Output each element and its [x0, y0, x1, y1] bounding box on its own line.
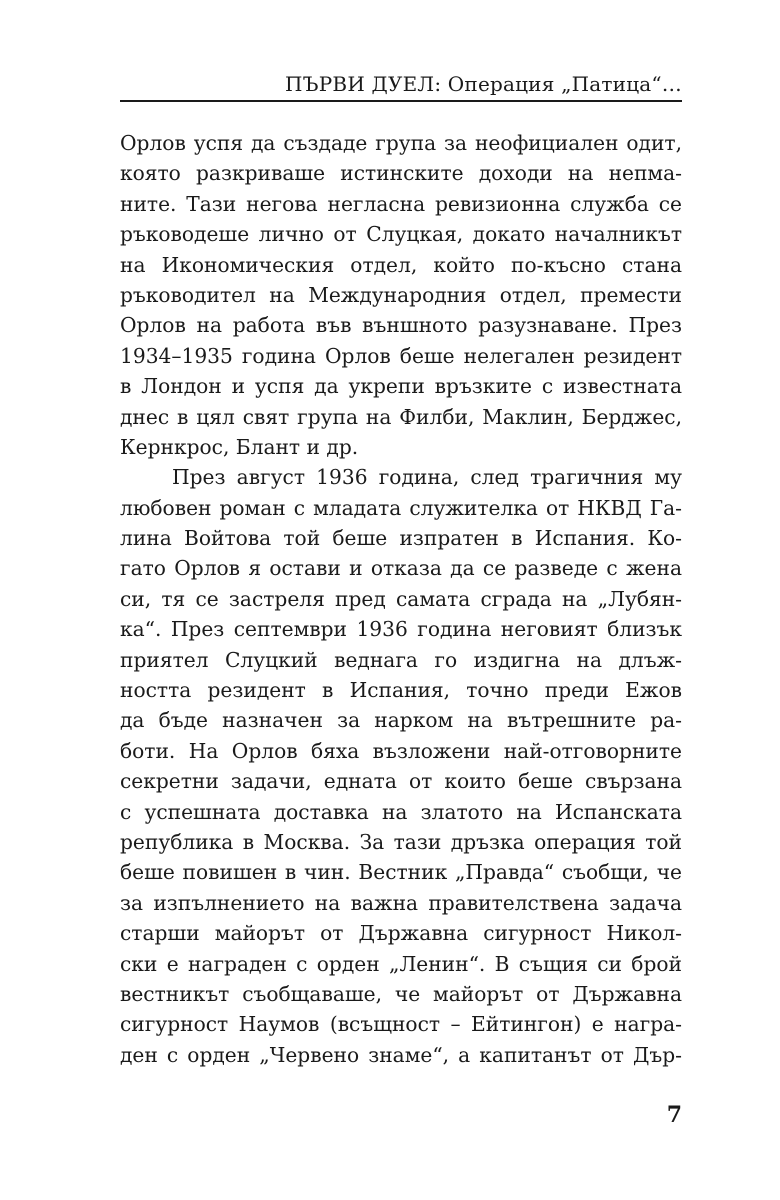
text-line: ните. Тази негова негласна ревизионна служба се: [120, 191, 682, 216]
text-line: лина Войтова той беше изпратен в Испания. Ко-: [120, 526, 682, 551]
text-line: за изпълнението на важна правителствена задача: [120, 890, 682, 915]
text-line: сигурност Наумов (всъщност – Ейтингон) е награ-: [120, 1012, 682, 1037]
text-line: ността резидент в Испания, точно преди Ежов: [120, 678, 682, 703]
text-line: боти. На Орлов бяха възложени най-отговорните: [120, 738, 682, 763]
text-line: гато Орлов я остави и отказа да се разведе с жена: [120, 556, 682, 581]
header-rule: [120, 100, 682, 102]
text-line: да бъде назначен за нарком на вътрешните ра-: [120, 708, 682, 733]
text-line: ръководител на Международния отдел, премести: [120, 282, 682, 307]
text-line: днес в цял свят група на Филби, Маклин, Берджес,: [120, 404, 682, 429]
text-line: вестникът съобщаваше, че майорът от Държавна: [120, 981, 682, 1006]
text-line: беше повишен в чин. Вестник „Правда“ съобщи, че: [120, 860, 682, 885]
text-line: която разкриваше истинските доходи на непма-: [120, 161, 682, 186]
text-line: си, тя се застреля пред самата сграда на „Лубян-: [120, 586, 682, 611]
text-line: ден с орден „Червено знаме“, а капитанът от Дър-: [120, 1042, 682, 1067]
paragraph-2: [120, 462, 682, 1070]
body-text: [120, 128, 682, 1070]
text-line: Орлов успя да създаде група за неофициален одит,: [120, 131, 682, 155]
text-line: Орлов на работа във външното разузнаване. През: [120, 313, 682, 338]
page-number: 7: [666, 1102, 682, 1128]
text-line: секретни задачи, едната от които беше свързана: [120, 769, 682, 794]
text-line: република в Москва. За тази дръзка операция той: [120, 829, 682, 854]
text-line: с успешната доставка на златото на Испанската: [120, 799, 682, 824]
text-line: ка“. През септември 1936 година неговият близък: [120, 617, 682, 642]
text-line: приятел Слуцкий веднага го издигна на длъж-: [120, 647, 682, 672]
text-line: Кернкрос, Блант и др.: [120, 434, 359, 459]
text-line: 1934–1935 година Орлов беше нелегален резидент: [120, 343, 682, 368]
text-line: ски е награден с орден „Ленин“. В същия си брой: [120, 951, 682, 976]
paragraph-1: [120, 128, 682, 462]
text-line: старши майорът от Държавна сигурност Никол-: [120, 921, 682, 946]
text-line: на Икономическия отдел, който по-късно стана: [120, 252, 682, 277]
text-line: ръководеше лично от Слуцкая, докато началникът: [120, 222, 682, 247]
running-header: ПЪРВИ ДУЕЛ: Операция „Патица“…: [285, 72, 682, 96]
text-line: любовен роман с младата служителка от НКВД Га-: [120, 495, 682, 520]
text-line: в Лондон и успя да укрепи връзките с известната: [120, 374, 682, 399]
text-line: През август 1936 година, след трагичния му: [172, 465, 682, 490]
